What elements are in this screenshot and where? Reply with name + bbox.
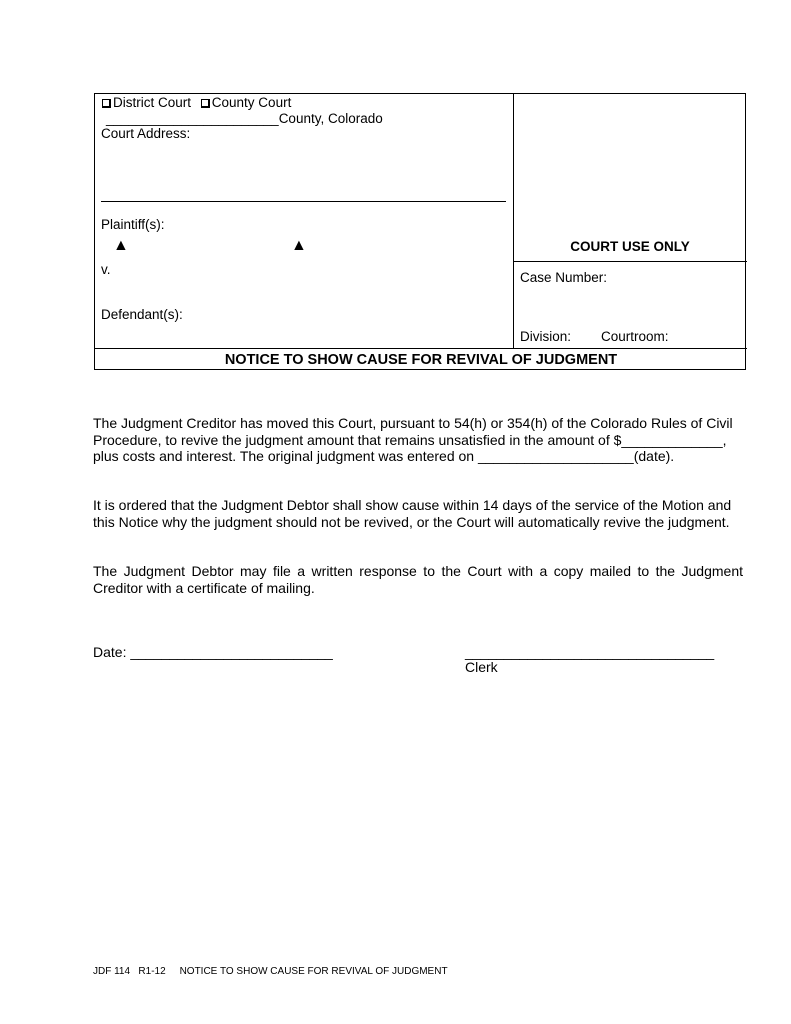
paragraph-motion-line-1: The Judgment Creditor has moved this Court, pursuant to 54(h) or 354(h) of the Colorado Rules of Civil (93, 415, 733, 431)
clerk-signature-line[interactable]: ________________________________ (465, 644, 715, 660)
date-label: Date: (93, 644, 127, 660)
paragraph-motion-line-3 (93, 448, 743, 465)
county-court-checkbox[interactable] (201, 99, 210, 108)
county-blank[interactable]: _______________________ (106, 111, 279, 126)
footer-revision: R1-12 (138, 966, 166, 977)
footer-form-number: JDF 114 (93, 966, 131, 977)
county-court-label: County Court (211, 95, 292, 110)
courtroom-label: Courtroom: (601, 329, 669, 344)
footer (93, 966, 448, 977)
court-address-label: Court Address: (101, 126, 191, 141)
document-title: NOTICE TO SHOW CAUSE FOR REVIVAL OF JUDGMENT (224, 352, 618, 368)
caption-vertical-divider (513, 94, 514, 349)
division-label: Division: (520, 329, 572, 344)
date-row (93, 644, 333, 660)
district-court-label: District Court (113, 95, 192, 110)
court-address-line[interactable] (101, 201, 506, 202)
footer-form-title: NOTICE TO SHOW CAUSE FOR REVIVAL OF JUDGMENT (179, 966, 448, 977)
judgment-date-blank[interactable]: ____________________ (477, 448, 634, 465)
triangle-right-icon: ▲ (291, 237, 307, 254)
paragraph-order-line-1: It is ordered that the Judgment Debtor shall show cause within 14 days of the service of the Motion and (93, 497, 732, 513)
paragraph-order-line-2: this Notice why the judgment should not be revived, or the Court will automatically revive the judgment. (93, 513, 730, 530)
court-use-divider (513, 261, 747, 262)
paragraph-motion-line-2: Procedure, to revive the judgment amount that remains unsatisfied in the amount of $_____________, (93, 431, 727, 448)
clerk-label: Clerk (465, 659, 498, 675)
paragraph-order (93, 497, 743, 530)
court-use-only-label: COURT USE ONLY (570, 239, 690, 254)
paragraph-motion (93, 415, 743, 465)
date-blank[interactable]: __________________________ (130, 644, 333, 660)
court-type-row (102, 95, 291, 110)
defendants-label: Defendant(s): (101, 307, 183, 322)
district-court-checkbox[interactable] (102, 99, 111, 108)
case-number-label: Case Number: (520, 270, 608, 285)
paragraph-response-line-2: Creditor with a certificate of mailing. (93, 579, 315, 596)
paragraph-response-line-1: The Judgment Debtor may file a written response to the Court with a copy mailed to the Judgment (93, 563, 743, 579)
paragraph-response (93, 563, 743, 596)
county-line (106, 111, 383, 126)
county-suffix: County, Colorado (278, 111, 383, 126)
paragraph-motion-line-3-end: (date). (633, 448, 675, 465)
case-caption-box (94, 93, 746, 370)
triangle-left-icon: ▲ (113, 237, 129, 254)
plaintiffs-label: Plaintiff(s): (101, 217, 165, 232)
versus-label: v. (101, 262, 111, 277)
paragraph-motion-line-3-start: plus costs and interest. The original judgment was entered on (93, 448, 478, 465)
